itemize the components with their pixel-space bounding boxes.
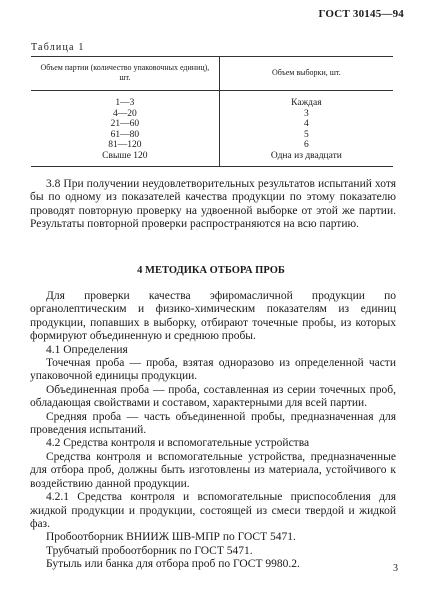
table-row xyxy=(31,91,393,109)
clause-3-8-paragraph: 3.8 При получении неудовлетворительных результатов испытаний хотя бы по одному из показателей качества продукции по этому показателю проводят повторную проверку на удвоенной выборке от этой же партии. Результаты повторной проверки распространяются на всю партию. xyxy=(30,178,396,231)
clause-3-8-block xyxy=(30,178,396,232)
document-header: ГОСТ 30145—94 xyxy=(318,8,404,20)
table-cell: 6 xyxy=(303,140,309,151)
clause-4-2-heading: 4.2 Средства контроля и вспомогательные устройства xyxy=(46,437,310,450)
table-cell: 3 xyxy=(303,108,309,119)
section-4-body xyxy=(30,290,396,572)
table-cell: 4 xyxy=(303,119,309,130)
intro-paragraph: Для проверки качества эфиромасличной продукции по органолептическим и физико-химическим показателям из единиц продукции, попавших в выборку, отбирают точечные пробы, из которых формируют объединенную и среднюю пробы. xyxy=(30,290,396,343)
clause-4-1-heading: 4.1 Определения xyxy=(46,343,128,356)
table-cell: Одна из двадцати xyxy=(219,151,393,166)
sampling-table xyxy=(31,56,393,167)
table-cell: 5 xyxy=(303,129,309,140)
page-number: 3 xyxy=(393,563,398,574)
table-row xyxy=(31,119,393,130)
table-cell: 61—80 xyxy=(31,130,219,141)
table-row xyxy=(31,151,393,166)
tool-item: Пробоотборник ВНИИЖ ШВ-МПР по ГОСТ 5471. xyxy=(46,531,296,544)
clause-4-2-paragraph: Средства контроля и вспомогательные устройства, предназначенные для отбора проб, должны быть изготовлены из материала, устойчивого к воздействию данной продукции. xyxy=(30,450,396,490)
tool-item: Трубчатый пробоотборник по ГОСТ 5471. xyxy=(46,544,253,557)
column-header-sample-size: Объем выборки, шт. xyxy=(219,57,393,91)
definition-point-sample: Точечная проба — проба, взятая одноразово из определенной части упаковочной единицы продукции. xyxy=(30,357,396,383)
table-row xyxy=(31,140,393,151)
table-cell: 21—60 xyxy=(31,119,219,130)
table-row xyxy=(31,109,393,120)
table-cell: 1—3 xyxy=(31,91,219,109)
column-header-lot-size: Объем партии (количество упаковочных единиц), шт. xyxy=(31,57,219,91)
section-4-title: 4 МЕТОДИКА ОТБОРА ПРОБ xyxy=(137,265,285,276)
table-cell: 4—20 xyxy=(31,109,219,120)
table-cell: Свыше 120 xyxy=(31,151,219,166)
tool-item: Бутыль или банка для отбора проб по ГОСТ 9980.2. xyxy=(46,558,300,571)
table-cell: Каждая xyxy=(291,98,322,108)
clause-4-2-1-paragraph: 4.2.1 Средства контроля и вспомогательные приспособления для жидкой продукции и продукции, состоящей из смеси твердой и жидкой фаз. xyxy=(30,491,396,530)
table-cell: 81—120 xyxy=(31,140,219,151)
definition-average-sample: Средняя проба — часть объединенной пробы, предназначенная для проведения испытаний. xyxy=(30,410,396,437)
definition-combined-sample: Объединенная проба — проба, составленная из серии точечных проб, обладающая свойствами и составом, характерными для всей партии. xyxy=(30,383,396,410)
table-caption: Таблица 1 xyxy=(31,42,85,53)
table-row xyxy=(31,130,393,141)
